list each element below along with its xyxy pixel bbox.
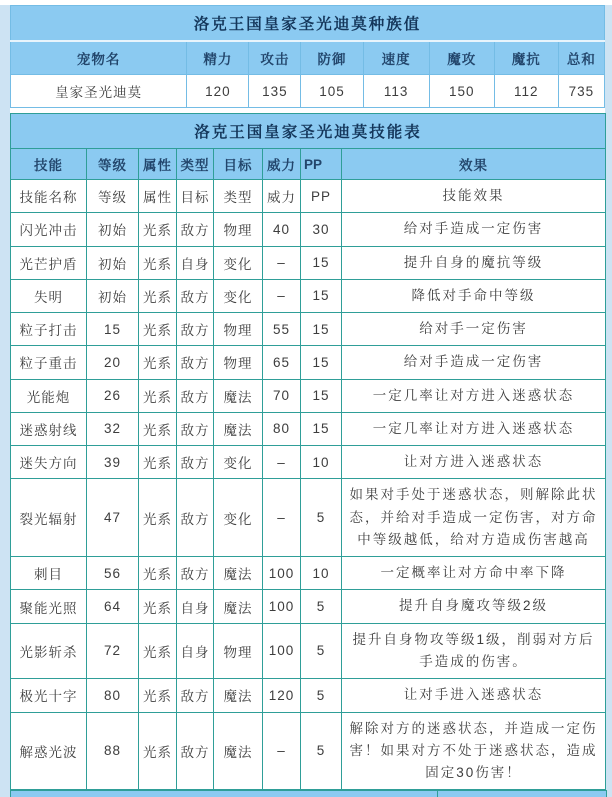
skills-title-row [11, 114, 606, 149]
next-section-divider [437, 791, 438, 797]
table-cell: 64 [87, 590, 139, 623]
table-cell: 类型 [214, 180, 263, 213]
table-cell: 5 [301, 623, 342, 679]
table-cell: 物理 [214, 623, 263, 679]
table-cell: 变化 [214, 246, 263, 279]
table-cell: 敌方 [177, 679, 214, 712]
table-cell: 解惑光波 [11, 712, 87, 790]
table-cell: 105 [301, 75, 363, 108]
table-cell: 迷失方向 [11, 446, 87, 479]
table-cell: 提升自身魔攻等级2级 [342, 590, 606, 623]
table-cell: 敌方 [177, 412, 214, 445]
table-cell: 80 [87, 679, 139, 712]
table-cell: 56 [87, 557, 139, 590]
table-cell: 光系 [139, 346, 177, 379]
table-cell: 敌方 [177, 313, 214, 346]
table-cell: 如果对手处于迷惑状态，则解除此状态，并给对手造成一定伤害，对方命中等级越低，给对方造成伤害越高 [342, 479, 606, 557]
table-cell: 初始 [87, 213, 139, 246]
table-cell: 属性 [139, 180, 177, 213]
table-cell: 一定概率让对方命中率下降 [342, 557, 606, 590]
table-cell: 魔法 [214, 557, 263, 590]
table-cell: 光系 [139, 313, 177, 346]
skills-header-effect: 效果 [342, 149, 606, 180]
table-cell: 120 [263, 679, 301, 712]
table-cell: 敌方 [177, 279, 214, 312]
skills-header-power: 威力 [263, 149, 301, 180]
table-cell: 聚能光照 [11, 590, 87, 623]
skills-header-skill: 技能 [11, 149, 87, 180]
table-cell: 变化 [214, 446, 263, 479]
table-cell: 粒子打击 [11, 313, 87, 346]
table-row [11, 246, 606, 279]
table-cell: 初始 [87, 279, 139, 312]
table-cell: 40 [263, 213, 301, 246]
table-cell: 5 [301, 479, 342, 557]
table-row [11, 446, 606, 479]
table-cell: 光系 [139, 379, 177, 412]
table-cell: 光系 [139, 246, 177, 279]
table-cell: 47 [87, 479, 139, 557]
skills-header-attr: 属性 [139, 149, 177, 180]
table-cell: 113 [363, 75, 429, 108]
table-cell: 技能名称 [11, 180, 87, 213]
table-cell: 735 [558, 75, 604, 108]
table-cell: 皇家圣光迪莫 [11, 75, 187, 108]
table-cell: 5 [301, 712, 342, 790]
table-row [11, 679, 606, 712]
skills-header-target: 目标 [214, 149, 263, 180]
table-cell: 一定几率让对方进入迷惑状态 [342, 379, 606, 412]
table-cell: 敌方 [177, 712, 214, 790]
table-cell: 威力 [263, 180, 301, 213]
table-cell: 32 [87, 412, 139, 445]
skills-header-type: 类型 [177, 149, 214, 180]
table-cell: 光系 [139, 479, 177, 557]
table-cell: 10 [301, 446, 342, 479]
table-row [11, 75, 605, 108]
table-cell: 让对手进入迷惑状态 [342, 679, 606, 712]
table-row [11, 346, 606, 379]
table-cell: 自身 [177, 590, 214, 623]
table-cell: 15 [301, 346, 342, 379]
species-stats-table [10, 5, 605, 108]
table-cell: 15 [301, 246, 342, 279]
table-cell: 物理 [214, 213, 263, 246]
stats-header-total: 总和 [558, 41, 604, 75]
table-cell: 20 [87, 346, 139, 379]
table-cell: 敌方 [177, 346, 214, 379]
table-row [11, 623, 606, 679]
stats-header-magic-def: 魔抗 [494, 41, 558, 75]
table-cell: 光系 [139, 623, 177, 679]
table-cell: 迷惑射线 [11, 412, 87, 445]
table-cell: 光系 [139, 412, 177, 445]
table-cell: 给对手一定伤害 [342, 313, 606, 346]
table-cell: 物理 [214, 346, 263, 379]
skills-header-level: 等级 [87, 149, 139, 180]
stats-title-row [11, 6, 605, 42]
table-cell: PP [301, 180, 342, 213]
stats-header-hp: 精力 [187, 41, 249, 75]
table-cell: 88 [87, 712, 139, 790]
table-cell: 魔法 [214, 590, 263, 623]
stats-header-row [11, 41, 605, 75]
table-cell: 自身 [177, 623, 214, 679]
table-row [11, 213, 606, 246]
table-cell: 敌方 [177, 379, 214, 412]
table-row [11, 412, 606, 445]
table-cell: 15 [301, 279, 342, 312]
table-cell: 失明 [11, 279, 87, 312]
table-cell: 55 [263, 313, 301, 346]
stats-header-magic-atk: 魔攻 [429, 41, 494, 75]
table-cell: 70 [263, 379, 301, 412]
table-cell: 15 [301, 412, 342, 445]
table-cell: 光影斩杀 [11, 623, 87, 679]
table-row [11, 590, 606, 623]
table-cell: 敌方 [177, 557, 214, 590]
table-cell: 15 [301, 379, 342, 412]
next-section-partial-strip [10, 790, 607, 797]
page-content [10, 5, 605, 790]
stats-header-pet-name: 宠物名 [11, 41, 187, 75]
table-cell: 39 [87, 446, 139, 479]
skills-header-row [11, 149, 606, 180]
table-cell: 光系 [139, 712, 177, 790]
stats-table-body [11, 75, 605, 108]
stats-header-defense: 防御 [301, 41, 363, 75]
skills-label-body [11, 180, 606, 213]
table-cell: 5 [301, 679, 342, 712]
table-cell: 魔法 [214, 412, 263, 445]
table-cell: 魔法 [214, 679, 263, 712]
table-cell: 等级 [87, 180, 139, 213]
table-cell: 15 [87, 313, 139, 346]
table-cell: 100 [263, 623, 301, 679]
table-cell: 敌方 [177, 479, 214, 557]
table-cell: 30 [301, 213, 342, 246]
table-cell: 降低对手命中等级 [342, 279, 606, 312]
table-cell: 粒子重击 [11, 346, 87, 379]
table-cell: 闪光冲击 [11, 213, 87, 246]
table-cell: 65 [263, 346, 301, 379]
table-cell: 刺目 [11, 557, 87, 590]
table-cell: 技能效果 [342, 180, 606, 213]
table-cell: – [263, 279, 301, 312]
table-cell: 72 [87, 623, 139, 679]
table-cell: 目标 [177, 180, 214, 213]
table-cell: 敌方 [177, 446, 214, 479]
table-cell: 物理 [214, 313, 263, 346]
table-cell: 让对方进入迷惑状态 [342, 446, 606, 479]
stats-header-speed: 速度 [363, 41, 429, 75]
table-cell: 120 [187, 75, 249, 108]
table-row [11, 379, 606, 412]
table-cell: 魔法 [214, 712, 263, 790]
table-cell: 自身 [177, 246, 214, 279]
stats-header-attack: 攻击 [249, 41, 301, 75]
table-cell: – [263, 246, 301, 279]
table-row [11, 479, 606, 557]
table-cell: 100 [263, 590, 301, 623]
table-cell: 80 [263, 412, 301, 445]
table-cell: 112 [494, 75, 558, 108]
table-cell: 光系 [139, 279, 177, 312]
table-row [11, 557, 606, 590]
table-cell: 光系 [139, 590, 177, 623]
table-cell: 光芒护盾 [11, 246, 87, 279]
table-cell: 解除对方的迷惑状态，并造成一定伤害！如果对方不处于迷惑状态，造成固定30伤害！ [342, 712, 606, 790]
table-cell: 光系 [139, 446, 177, 479]
table-cell: 变化 [214, 279, 263, 312]
table-row [11, 712, 606, 790]
table-cell: 150 [429, 75, 494, 108]
skills-table [10, 113, 606, 790]
table-cell: 裂光辐射 [11, 479, 87, 557]
table-cell: 初始 [87, 246, 139, 279]
table-cell: 光系 [139, 679, 177, 712]
stats-table-title: 洛克王国皇家圣光迪莫种族值 [11, 6, 605, 42]
table-cell: 10 [301, 557, 342, 590]
table-cell: – [263, 479, 301, 557]
table-cell: 135 [249, 75, 301, 108]
table-cell: 魔法 [214, 379, 263, 412]
table-cell: 变化 [214, 479, 263, 557]
table-cell: 敌方 [177, 213, 214, 246]
table-cell: – [263, 712, 301, 790]
table-cell: 给对手造成一定伤害 [342, 213, 606, 246]
skills-header-pp: PP [301, 149, 342, 180]
table-row [11, 279, 606, 312]
table-cell: 光系 [139, 213, 177, 246]
table-cell: 提升自身的魔抗等级 [342, 246, 606, 279]
table-cell: 光系 [139, 557, 177, 590]
table-cell: 光能炮 [11, 379, 87, 412]
skills-table-title: 洛克王国皇家圣光迪莫技能表 [11, 114, 606, 149]
skills-table-body [11, 213, 606, 790]
table-cell: 一定几率让对方进入迷惑状态 [342, 412, 606, 445]
table-cell: 极光十字 [11, 679, 87, 712]
table-cell: – [263, 446, 301, 479]
table-row [11, 313, 606, 346]
table-cell: 5 [301, 590, 342, 623]
table-cell: 100 [263, 557, 301, 590]
table-cell: 15 [301, 313, 342, 346]
table-cell: 给对手造成一定伤害 [342, 346, 606, 379]
table-row [11, 180, 606, 213]
table-cell: 26 [87, 379, 139, 412]
table-cell: 提升自身物攻等级1级，削弱对方后手造成的伤害。 [342, 623, 606, 679]
